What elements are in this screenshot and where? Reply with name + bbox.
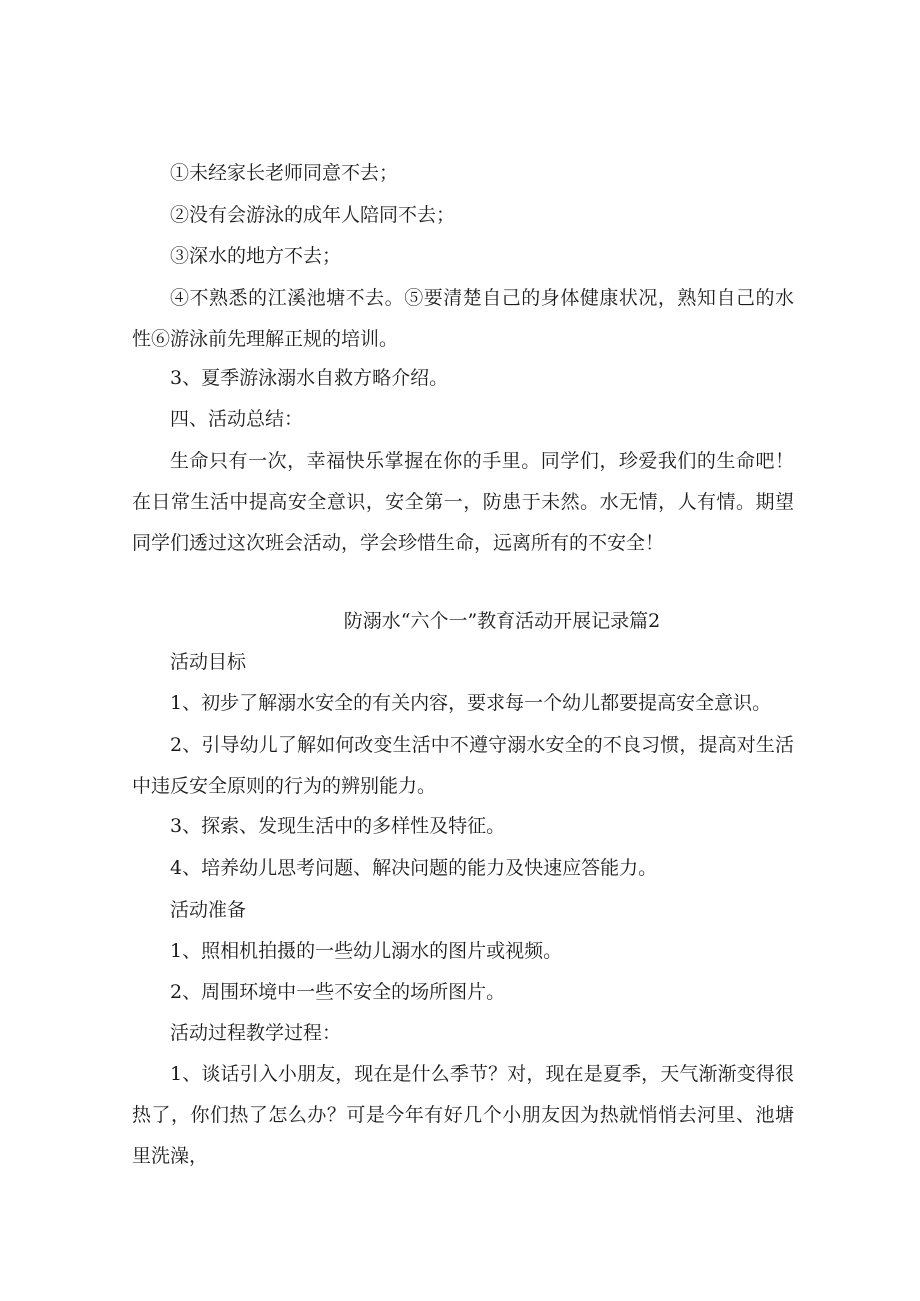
- process-heading: 活动过程教学过程：: [170, 1022, 342, 1044]
- goal-item-2: 2、引导幼儿了解如何改变生活中不遵守溺水安全的不良习惯，提高对生活中违反安全原则的行为的辨别能力。: [132, 734, 794, 797]
- summary-heading: 四、活动总结：: [170, 408, 304, 430]
- process-item-1: 1、谈话引入小朋友，现在是什么季节？对，现在是夏季，天气渐渐变得很热了，你们热了怎么办？可是今年有好几个小朋友因为热就悄悄去河里、池塘里洗澡，: [132, 1063, 794, 1167]
- prep-heading: 活动准备: [170, 899, 247, 921]
- prep-item-1: 1、照相机拍摄的一些幼儿溺水的图片或视频。: [170, 940, 563, 962]
- goal-item-3: 3、探索、发现生活中的多样性及特征。: [170, 815, 506, 837]
- section-title: 防溺水“六个一”教育活动开展记录篇2: [343, 610, 661, 632]
- prep-item-2: 2、周围环境中一些不安全的场所图片。: [170, 981, 506, 1003]
- rule-item-1: ①未经家长老师同意不去；: [170, 162, 399, 184]
- rule-item-3: ③深水的地方不去；: [170, 245, 342, 267]
- self-rescue-item: 3、夏季游泳溺水自救方略介绍。: [170, 367, 449, 389]
- rule-item-2: ②没有会游泳的成年人陪同不去；: [170, 204, 456, 226]
- summary-paragraph: 生命只有一次，幸福快乐掌握在你的手里。同学们，珍爱我们的生命吧！在日常生活中提高安全意识，安全第一，防患于未然。水无情，人有情。期望同学们透过这次班会活动，学会珍惜生命，远离所有的不安全！: [132, 450, 794, 554]
- goal-item-1: 1、初步了解溺水安全的有关内容，要求每一个幼儿都要提高安全意识。: [170, 692, 772, 714]
- goal-item-4: 4、培养幼儿思考问题、解决问题的能力及快速应答能力。: [170, 857, 658, 879]
- goal-heading: 活动目标: [170, 651, 247, 673]
- rule-item-4: ④不熟悉的江溪池塘不去。⑤要清楚自己的身体健康状况，熟知自己的水性⑥游泳前先理解正规的培训。: [132, 287, 794, 350]
